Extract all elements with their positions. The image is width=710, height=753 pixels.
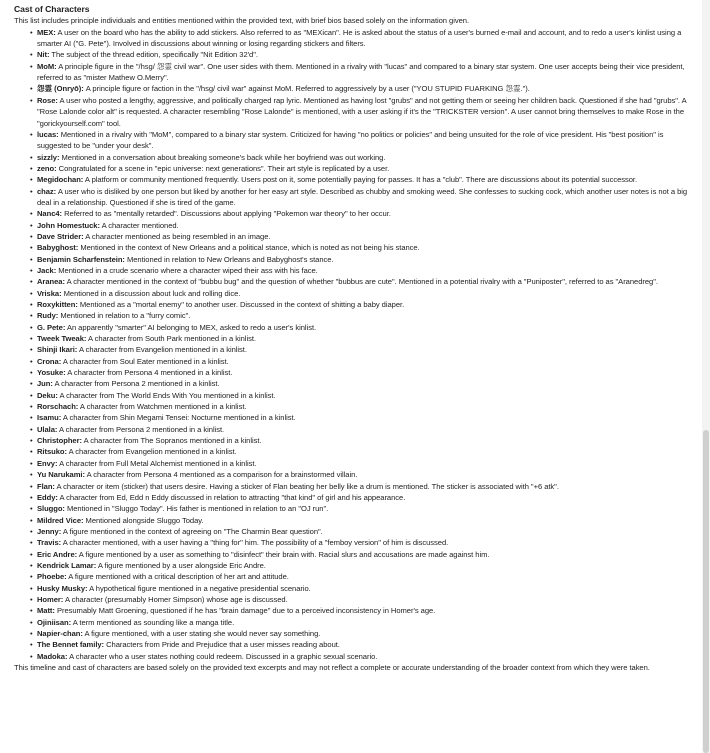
character-description: Mentioned alongside Sluggo Today. [85,515,204,525]
character-name: Eric Andre: [37,549,78,559]
character-description: An apparently "smarter" AI belonging to MEX, asked to redo a user's kinlist. [66,322,317,332]
character-name: Envy: [37,458,58,468]
character-description: A character from Evangelion mentioned in a kinlist. [78,345,247,355]
cast-list-item [33,344,694,355]
character-name: Tweek Tweak: [37,334,87,344]
cast-list-item [33,61,694,84]
cast-list-item [33,571,694,582]
character-description: A character from Persona 2 mentioned in a kinlist. [54,379,220,389]
character-description: Mentioned in relation to a "furry comic". [60,311,191,321]
cast-list-item [33,526,694,537]
cast-list-item [33,583,694,594]
cast-list-item [33,446,694,457]
cast-list-item [33,515,694,526]
character-description: A character from Persona 4 mentioned in a kinlist. [67,368,233,378]
character-name: Christopher: [37,436,82,446]
scrollbar-thumb[interactable] [703,430,709,753]
character-description: A figure mentioned, with a user stating she would never say something. [84,628,321,638]
cast-list-item [33,390,694,401]
character-name: Matt: [37,606,55,616]
character-description: A character from Full Metal Alchemist mentioned in a kinlist. [59,458,257,468]
cast-list-item [33,231,694,242]
character-name: Yu Narukami: [37,470,85,480]
character-name: Vriska: [37,288,62,298]
cast-list-item [33,186,694,209]
character-description: A figure mentioned by a user as something to "disinfect" their brain with. Racial slurs and accusations are made against him. [78,549,490,559]
character-description: Mentioned in a crude scenario where a character wiped their ass with his face. [58,265,318,275]
character-name: Ritsuko: [37,447,67,457]
closing-note: This timeline and cast of characters are based solely on the provided text excerpts and may not reflect a complete or accurate understanding of the broader context from which they were taken. [14,663,650,672]
cast-list-item [33,333,694,344]
character-name: Crona: [37,356,62,366]
character-name: Aranea: [37,277,65,287]
character-description: A term mentioned as sounding like a manga title. [72,617,235,627]
character-description: Mentioned in a discussion about luck and rolling dice. [63,288,241,298]
cast-list-item [33,152,694,163]
character-name: The Bennet family: [37,640,105,650]
character-name: Roxykitten: [37,300,78,309]
character-description: A character from Evangelion mentioned in a kinlist. [68,447,237,457]
character-name: Jun: [37,379,53,389]
character-name: Ulala: [37,424,58,434]
cast-list-item [33,174,694,185]
character-description: A figure mentioned by a user alongside Eric Andre. [97,560,266,570]
cast-list-item [33,537,694,548]
character-description: A character (presumably Homer Simpson) whose age is discussed. [64,594,288,604]
cast-list-item [33,594,694,605]
cast-list-item [33,242,694,253]
character-name: Deku: [37,390,58,400]
character-description: Mentioned in relation to New Orleans and Babyghost's stance. [126,254,334,264]
cast-list-item [33,208,694,219]
cast-document [14,4,694,673]
character-description: Mentioned in a conversation about breaking someone's back while her boyfriend was out working. [61,152,386,162]
character-description: A hypothetical figure mentioned in a negative presidential scenario. [89,583,311,593]
cast-list-item [33,401,694,412]
character-name: Homer: [37,594,64,604]
character-description: Congratulated for a scene in "epic universe: next generations". Their art style is replicated by a user. [58,163,390,173]
character-description: Characters from Pride and Prejudice that a user misses reading about. [106,640,340,650]
character-name: Phoebe: [37,572,67,582]
character-name: chaz: [37,186,57,196]
character-description: Mentioned in the context of New Orleans and a political stance, which is noted as not being his stance. [80,243,420,253]
character-description: Mentioned in a rivalry with "MoM", compared to a binary star system. Criticized for having "no politics or policies" and being unsuited for the role of vice president. His "best position" is suggested to be "under your desk". [37,129,664,151]
character-description: A platform or community mentioned frequently. Users post on it, some potentially paying for passes. It has a "club". There are discussions about its potential successor. [84,175,638,185]
character-name: Madoka: [37,651,68,661]
character-name: Ojiniisan: [37,617,72,627]
cast-list-item [33,83,694,94]
character-description: A character from Soul Eater mentioned in a kinlist. [62,356,229,366]
cast-list-item [33,254,694,265]
previous-section-cutoff [14,0,694,2]
cast-list-item [33,605,694,616]
cast-list-item [33,356,694,367]
character-description: A character mentioned. [101,220,179,230]
character-description: A character from Persona 2 mentioned in a kinlist. [59,424,225,434]
character-name: Nanc4: [37,209,63,219]
cast-list-item [33,412,694,423]
character-description: A character who a user states nothing could redeem. Discussed in a graphic sexual scenario. [69,651,378,661]
character-description: Presumably Matt Groening, questioned if he has "brain damage" due to a perceived inconsistency in Homer's age. [56,606,436,616]
character-description: The subject of the thread edition, specifically "Nit Edition 32'd". [51,50,258,60]
character-name: Dave Strider: [37,231,84,241]
character-name: Travis: [37,538,62,548]
character-name: MoM: [37,61,57,71]
character-name: Flan: [37,481,55,491]
character-description: Mentioned as a "mortal enemy" to another user. Discussed in the context of shitting a baby diaper. [79,300,405,309]
character-name: Megidochan: [37,175,84,185]
character-description: A character from Shin Megami Tensei: Nocturne mentioned in a kinlist. [62,413,296,423]
cast-list-item [33,628,694,639]
character-name: 怨霊 (Onryō): [37,84,84,94]
cast-list-item [33,322,694,333]
cast-list-item [33,367,694,378]
character-name: Shinji Ikari: [37,345,78,355]
character-description: A character from The Sopranos mentioned in a kinlist. [83,436,262,446]
intro-paragraph: This list includes principle individuals and entities mentioned within the provided text, with brief bios based solely on the information given. [14,16,470,26]
character-name: Husky Musky: [37,583,88,593]
cast-list-item [33,458,694,469]
character-description: A character mentioned as being resembled in an image. [85,231,271,241]
character-name: John Homestuck: [37,220,100,230]
character-name: Kendrick Lamar: [37,560,97,570]
character-name: Rudy: [37,311,59,321]
character-description: Referred to as "mentally retarded". Discussions about applying "Pokemon war theory" to her occur. [64,209,391,219]
character-name: Babyghost: [37,243,79,253]
cast-list-item [33,549,694,560]
character-name: Mildred Vice: [37,515,84,525]
character-description: A user on the board who has the ability to add stickers. Also referred to as "MEXican". He is asked about the status of a user's burned e-mail and account, and to redo a user's kinlist using a smarter AI ("G. Pete"). Involved in discussions about winning or losing regarding stickers and filters. [37,27,682,49]
cast-list-item [33,378,694,389]
cast-list-item [33,651,694,662]
cast-list-item [33,469,694,480]
character-name: Rose: [37,95,58,105]
cast-list-item [33,560,694,571]
character-name: Benjamin Scharfenstein: [37,254,125,264]
character-name: Isamu: [37,413,62,423]
cast-list-item [33,163,694,174]
character-name: Rorschach: [37,402,79,412]
character-description: A character or item (sticker) that users desire. Having a sticker of Flan beating her belly like a drum is mentioned. The sticker is associated with "+6 atk". [56,481,559,491]
cast-list-item [33,617,694,628]
character-name: Eddy: [37,492,58,502]
character-name: Yosuke: [37,368,66,378]
character-name: lucas: [37,129,59,139]
character-description: A character from Persona 4 mentioned as a comparison for a brainstormed villain. [86,470,358,480]
cast-list-item [33,27,694,50]
character-name: Jack: [37,265,57,275]
cast-list-item [33,220,694,231]
cast-list-item [33,424,694,435]
character-description: A character from Ed, Edd n Eddy discussed in relation to attracting "that kind" of girl and his appearance. [59,492,406,502]
character-description: A character from Watchmen mentioned in a kinlist. [79,402,247,412]
character-description: A figure mentioned with a critical description of her art and attitude. [68,572,289,582]
cast-list-item [33,49,694,60]
cast-list-item [33,299,694,310]
character-description: A figure mentioned in the context of agreeing on "The Charmin Bear question". [62,526,323,536]
character-description: A user who posted a lengthy, aggressive, and politically charged rap lyric. Mentioned as having lost "grubs" and not getting them or seeing her children back. Questioned if she had "grubs". A "Rose Lalonde color alt" is requested. A character resembling "Rose Lalonde" is mentioned, with a user asking if it's the "TRICKSTER version". A user cannot bring themselves to make Rose in the "gorickyourself.com" tool. [37,95,687,128]
cast-list [14,27,694,662]
character-name: Napier-chan: [37,628,83,638]
character-name: sizzly: [37,152,60,162]
cast-list-item [33,435,694,446]
character-description: A character mentioned, with a user having a "thing for" him. The possibility of a "femboy version" of him is discussed. [62,538,449,548]
character-description: A character mentioned in the context of "bubbu bug" and the question of whether "bubbus are cute". Mentioned in a potential rivalry with a "Puniposter", referred to as "Aranedreg". [66,277,658,287]
character-name: zeno: [37,163,57,173]
cast-list-item [33,276,694,287]
cast-list-item [33,265,694,276]
cast-list-item [33,310,694,321]
character-name: Nit: [37,50,50,60]
cast-list-item [33,288,694,299]
character-name: MEX: [37,27,56,37]
cast-list-item [33,503,694,514]
character-description: A principle figure in the "/hsg/ 怨霊 civil war". One user sides with them. Mentioned in a rivalry with "lucas" and compared to a binary star system. One user accepts being their vice president, referred to as "mister Mathew O.Merry". [37,61,685,83]
section-title: Cast of Characters [14,4,90,14]
character-description: A principle figure or faction in the "/hsg/ civil war" against MoM. Referred to aggressively by a user ("YOU STUPID FUARKING 怨霊."). [85,84,530,94]
cast-list-item [33,95,694,129]
character-description: A character from South Park mentioned in a kinlist. [87,334,256,344]
character-name: G. Pete: [37,322,66,332]
character-name: Sluggo: [37,504,65,514]
cast-list-item [33,639,694,650]
character-name: Jenny: [37,526,62,536]
cast-list-item [33,492,694,503]
character-description: A user who is disliked by one person but liked by another for her easy art style. Described as chubby and smoking weed. She confesses to sucking cock, which another user notes is not a big deal in a relationship. Questioned if she is tired of the game. [37,186,688,207]
cast-list-item [33,481,694,492]
character-description: A character from The World Ends With You mentioned in a kinlist. [59,390,276,400]
cast-list-item [33,129,694,152]
vertical-scrollbar[interactable] [702,0,710,753]
character-description: Mentioned in "Sluggo Today". His father is mentioned in relation to an "OJ run". [66,504,329,514]
